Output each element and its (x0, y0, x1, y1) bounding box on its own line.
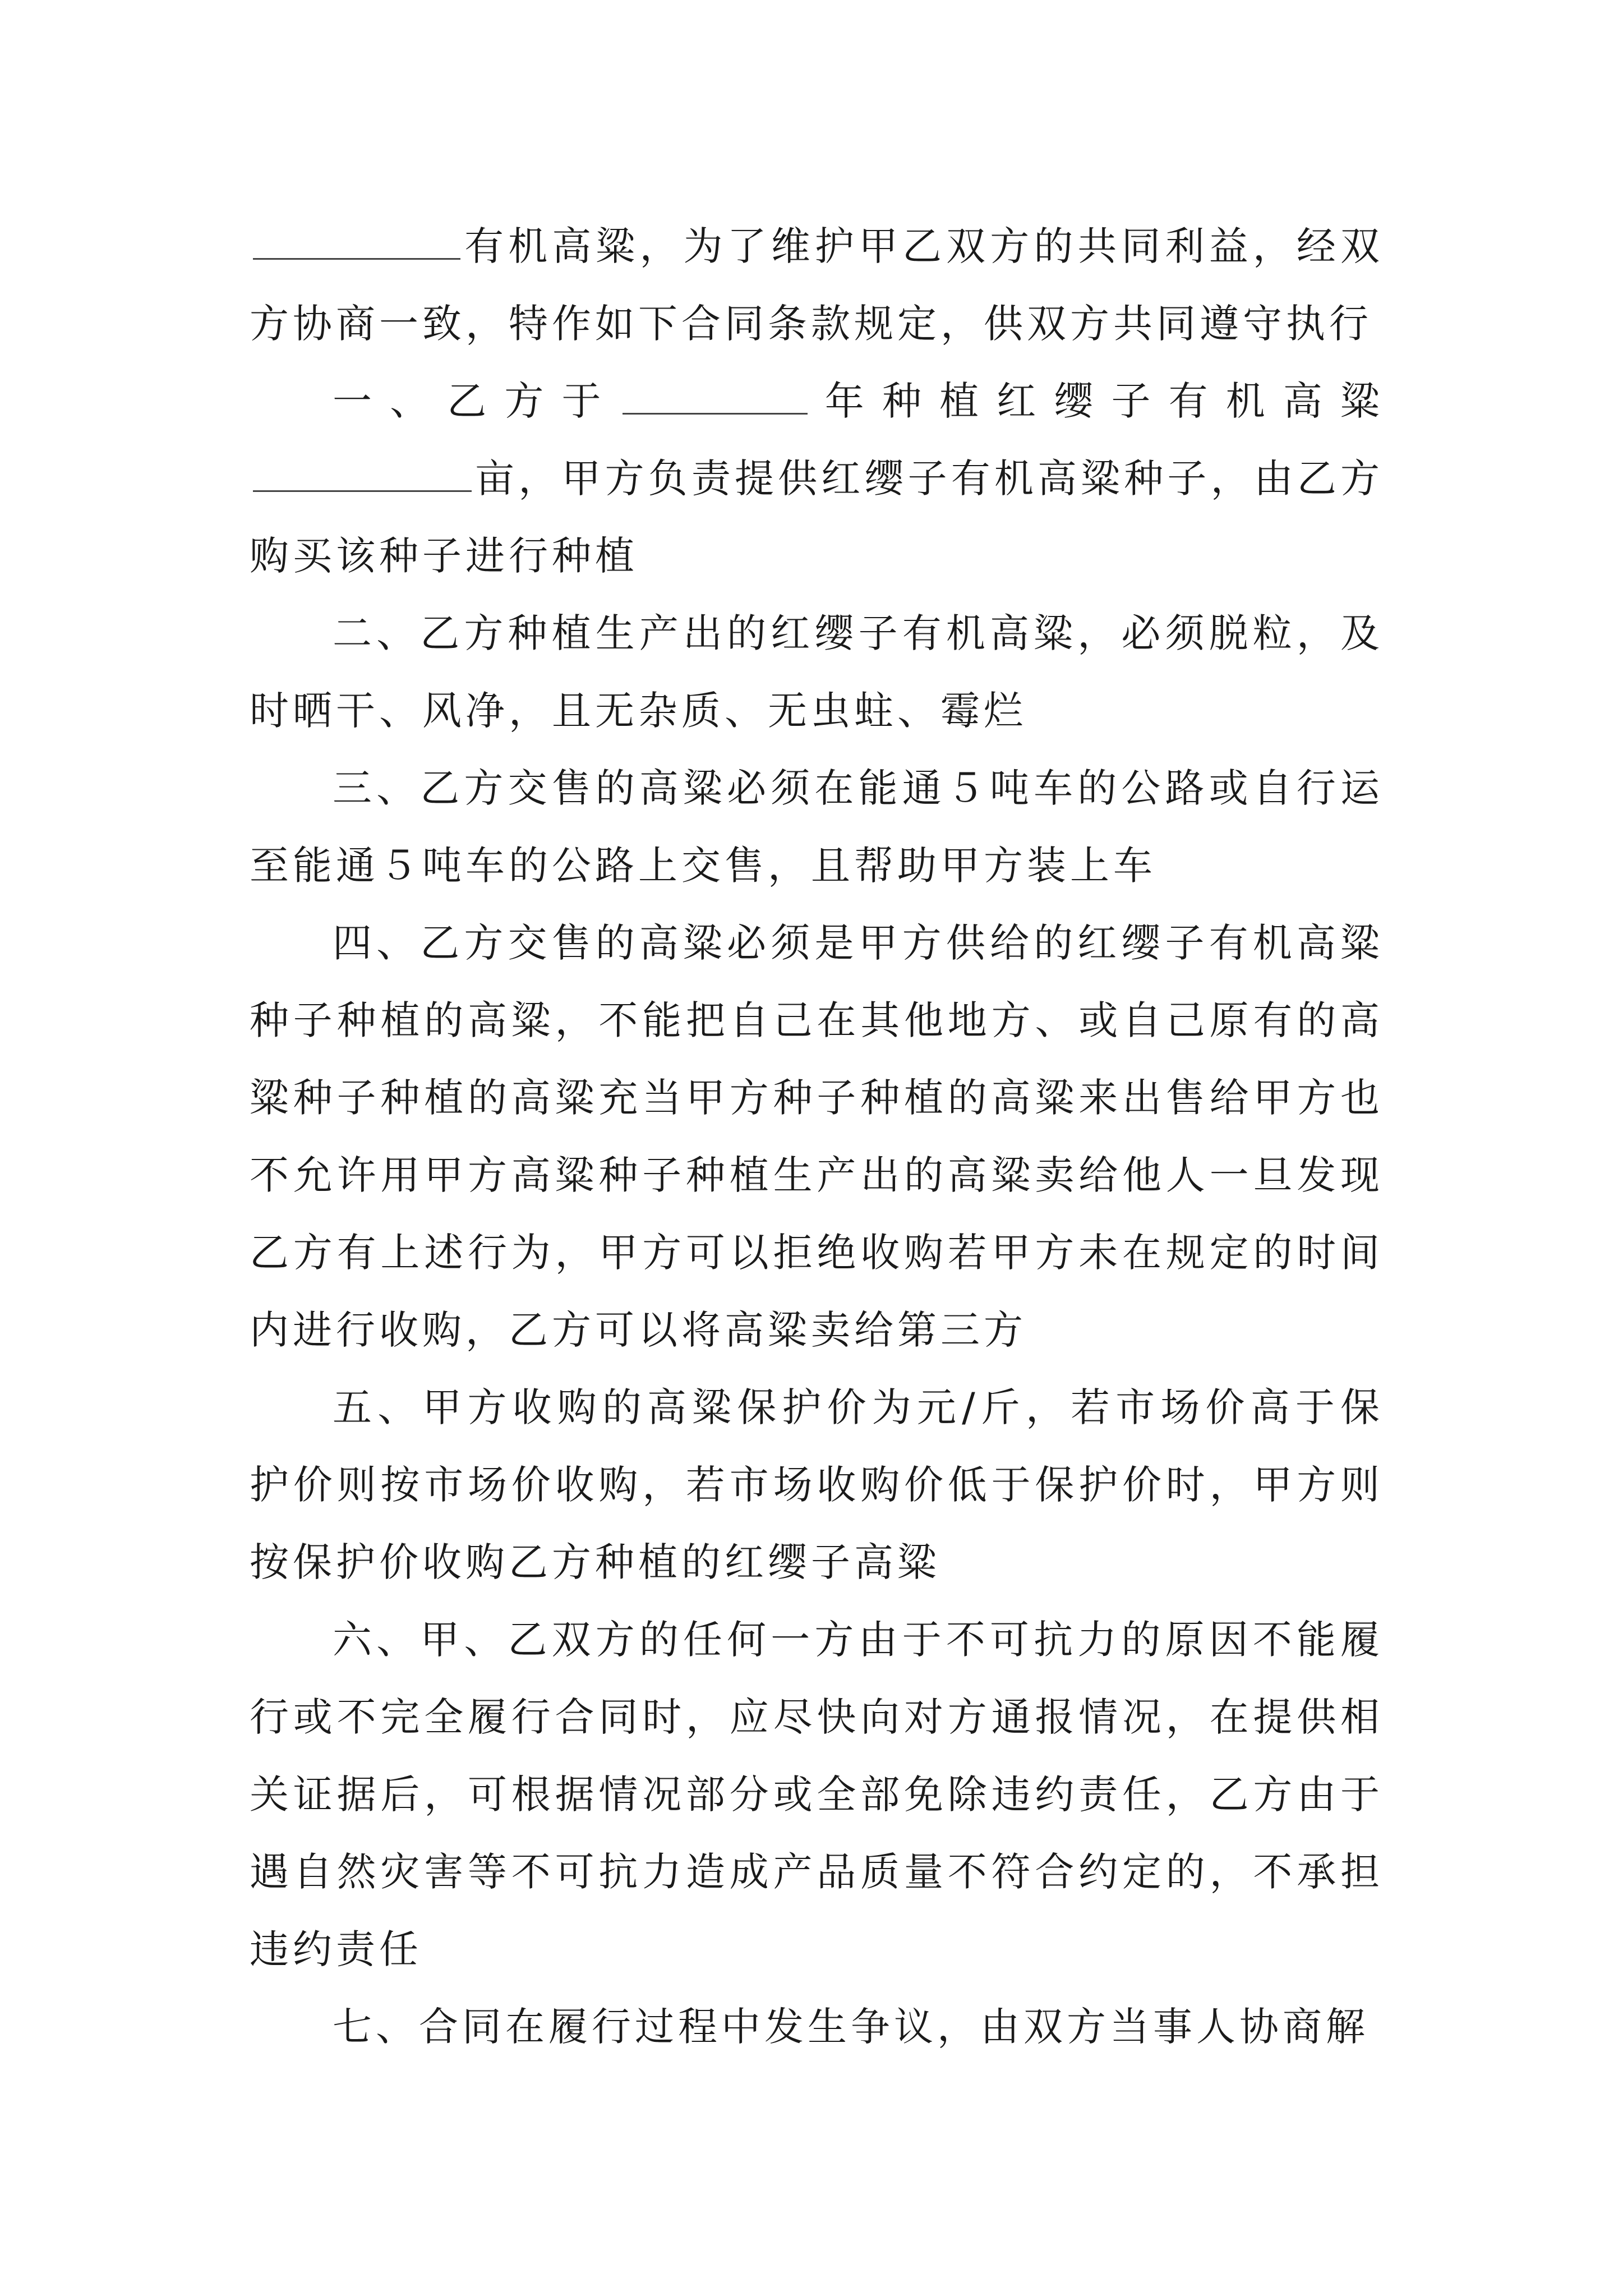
paragraph-clause-3: 三、乙方交售的高粱必须在能通５吨车的公路或自行运至能通５吨车的公路上交售，且帮助甲方装上车 (250, 765, 1384, 889)
paragraph-clause-7: 七、合同在履行过程中发生争议，由双方当事人协商解 (333, 2004, 1369, 2050)
clause-1-part-3: 亩，甲方负责提供红缨子有机高粱种子，由乙方购买该种子进行种植 (250, 455, 1384, 579)
paragraph-clause-2: 二、乙方种植生产出的红缨子有机高粱，必须脱粒，及时晒干、风净，且无杂质、无虫蛀、霉烂 (250, 610, 1384, 734)
blank-line-year (623, 379, 808, 415)
blank-line (253, 224, 460, 260)
paragraph-intro-text: 有机高粱，为了维护甲乙双方的共同利益，经双方协商一致，特作如下合同条款规定，供双方共同遵守执行 (250, 223, 1384, 347)
blank-line-area (253, 457, 472, 492)
clause-1-part-2: 年种植红缨子有机高粱 (810, 378, 1384, 424)
document-page (250, 208, 1384, 2065)
paragraph-clause-5: 五、甲方收购的高粱保护价为元/斤，若市场价高于保护价则按市场价收购，若市场收购价低于保护价时，甲方则按保护价收购乙方种植的红缨子高粱 (250, 1384, 1384, 1585)
paragraph-clause-1 (250, 362, 1384, 595)
paragraph-intro (250, 208, 1384, 362)
paragraph-clause-6: 六、甲、乙双方的任何一方由于不可抗力的原因不能履行或不完全履行合同时，应尽快向对方通报情况，在提供相关证据后，可根据情况部分或全部免除违约责任，乙方由于遇自然灾害等不可抗力造成产品质量不符合约定的，不承担违约责任 (250, 1617, 1384, 1972)
clause-1-part-1: 一、乙方于 (333, 378, 619, 424)
paragraph-clause-4: 四、乙方交售的高粱必须是甲方供给的红缨子有机高粱种子种植的高粱，不能把自己在其他地方、或自己原有的高粱种子种植的高粱充当甲方种子种植的高粱来出售给甲方也不允许用甲方高粱种子种植生产出的高粱卖给他人一旦发现乙方有上述行为，甲方可以拒绝收购若甲方未在规定的时间内进行收购，乙方可以将高粱卖给第三方 (250, 920, 1384, 1353)
